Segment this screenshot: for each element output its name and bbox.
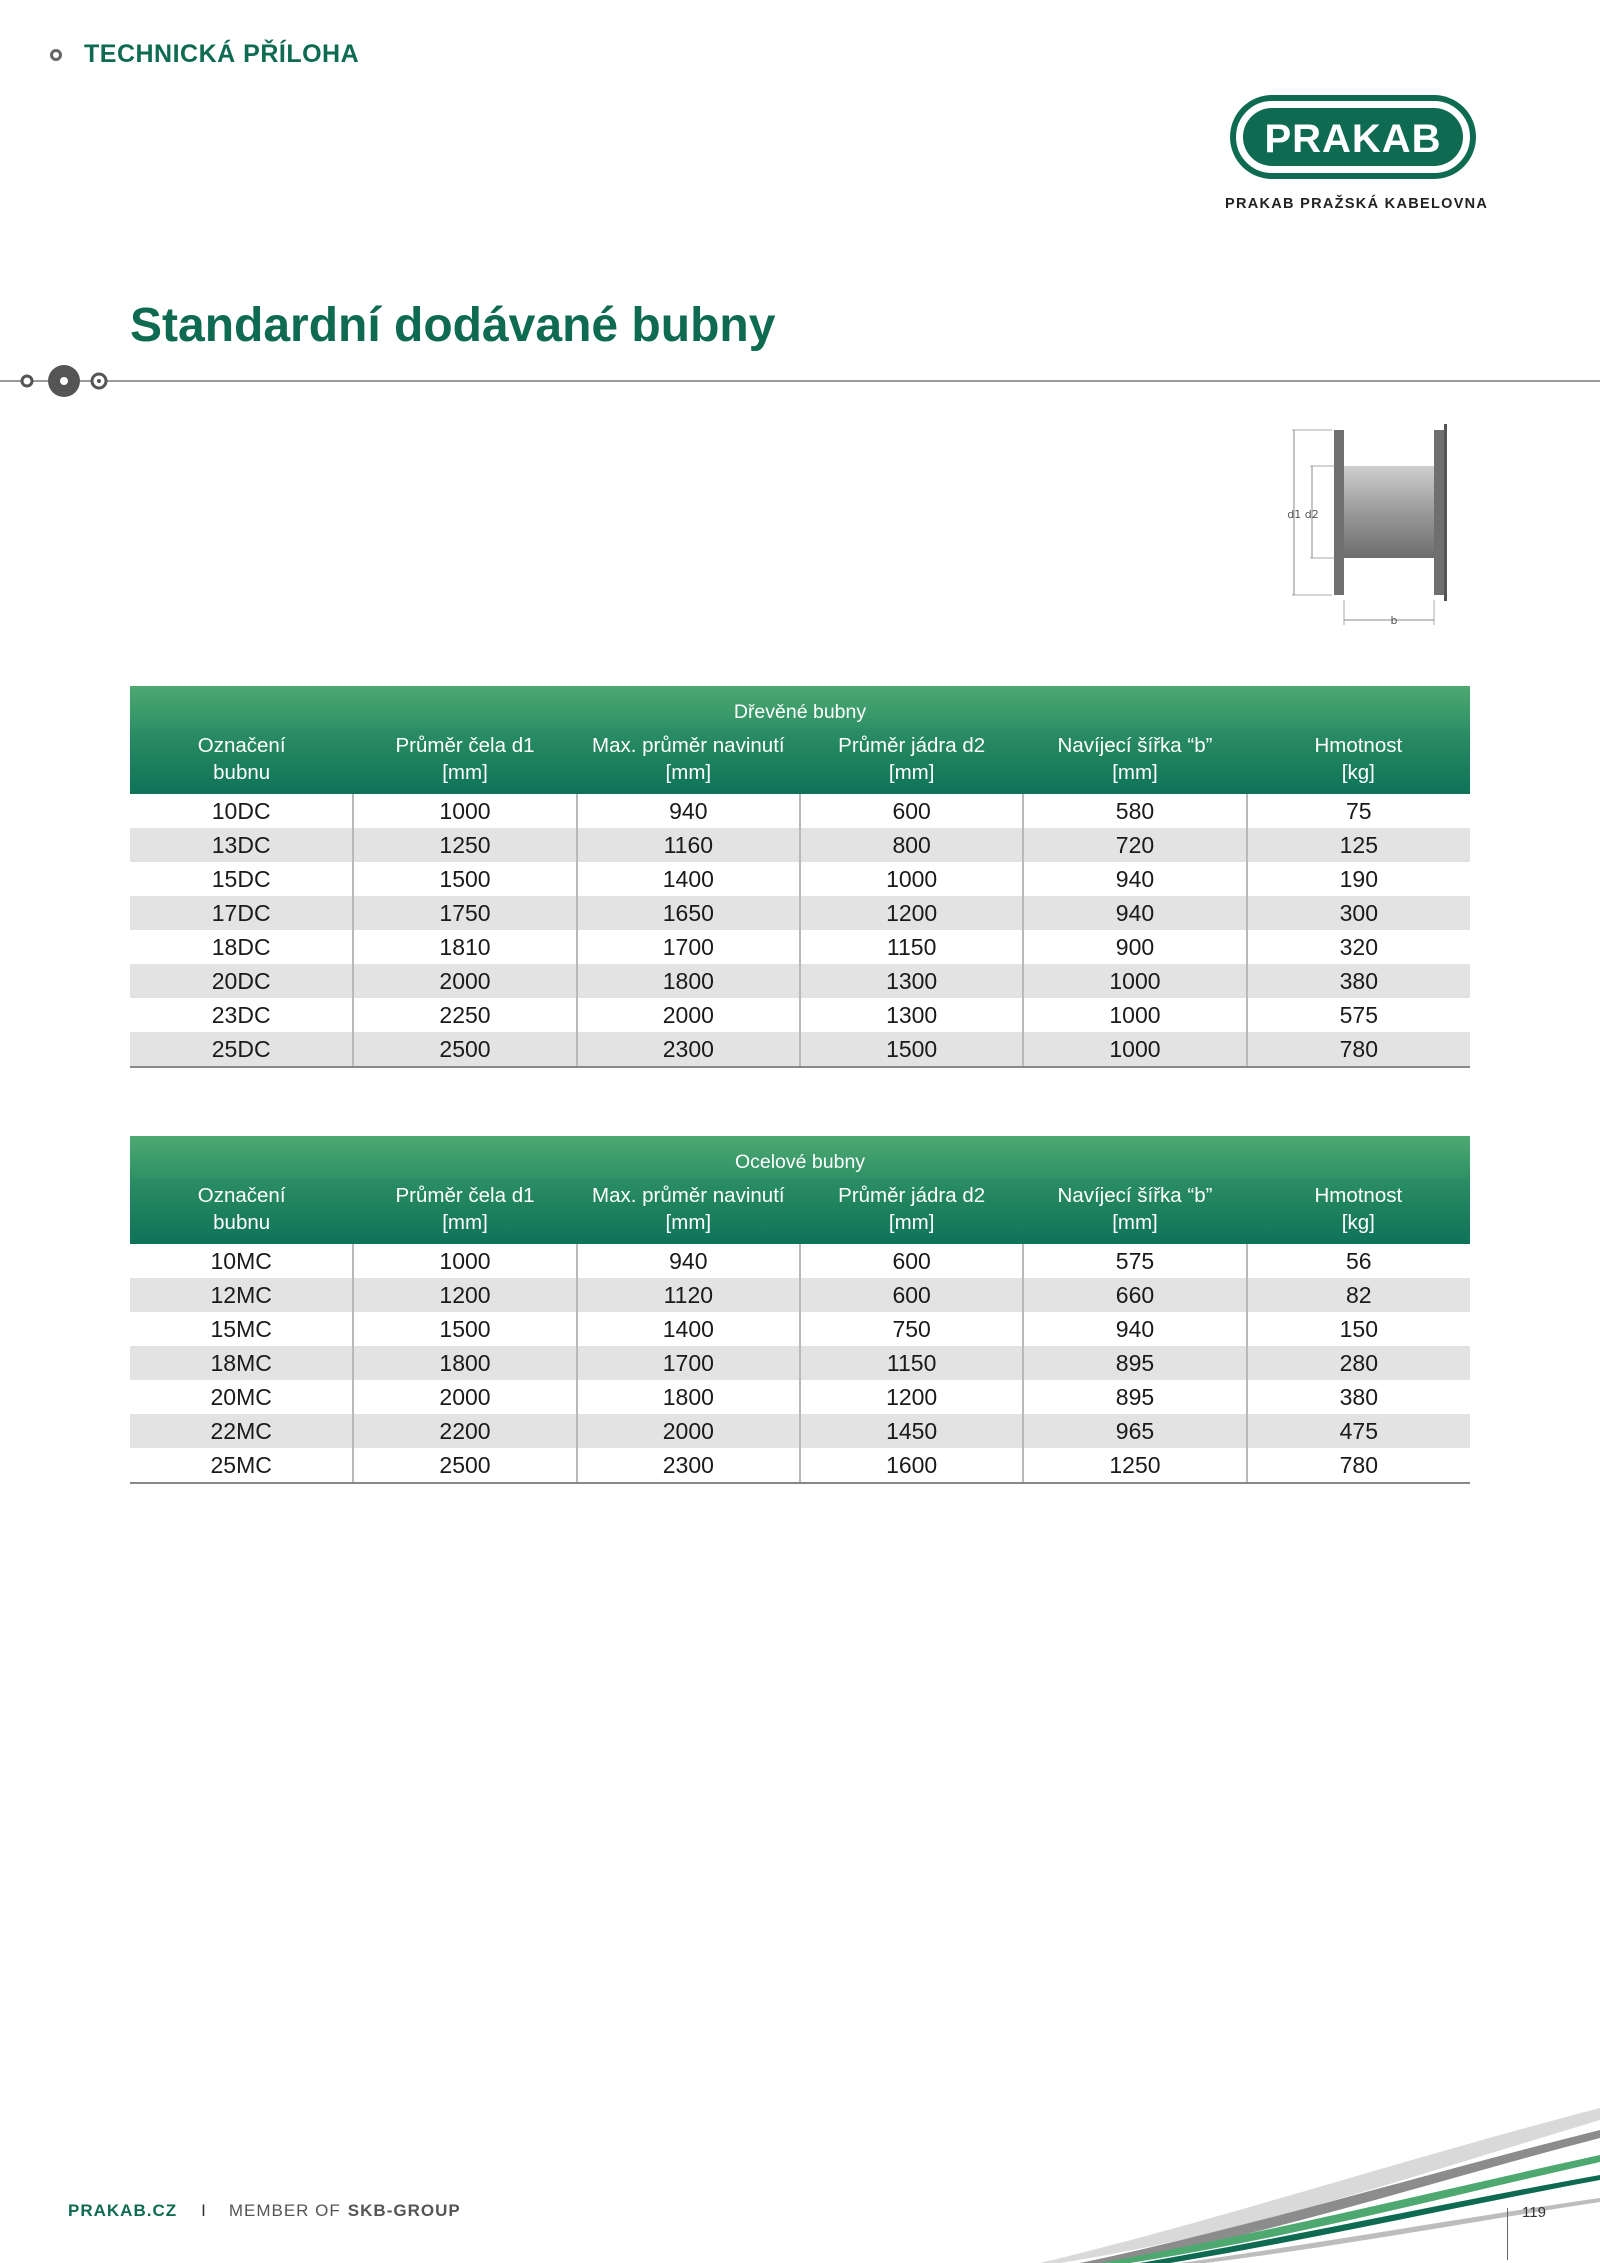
table-row <box>130 1032 1470 1067</box>
section-header <box>50 40 359 69</box>
bullet-icon <box>50 49 62 61</box>
member-of-label: MEMBER OF <box>228 2201 341 2220</box>
table-cell: 1300 <box>800 998 1023 1032</box>
column-header-unit: bubnu <box>213 1211 271 1234</box>
table-caption: Dřevěné bubny <box>130 686 1470 728</box>
table-cell: 2000 <box>353 964 576 998</box>
column-header <box>577 728 800 794</box>
table-cell: 1700 <box>577 930 800 964</box>
table-cell: 1810 <box>353 930 576 964</box>
table-cell: 380 <box>1247 1380 1470 1414</box>
table-cell: 1650 <box>577 896 800 930</box>
column-header-unit: [mm] <box>888 1211 935 1234</box>
column-header-unit: bubnu <box>213 761 271 784</box>
table-cell: 1000 <box>353 794 576 828</box>
table-cell: 1400 <box>577 862 800 896</box>
table-cell: 600 <box>800 794 1023 828</box>
table-cell: 895 <box>1023 1346 1246 1380</box>
table-cell: 1500 <box>353 1312 576 1346</box>
table-cell: 1150 <box>800 930 1023 964</box>
page-title: Standardní dodávané bubny <box>130 299 776 352</box>
logo-wordmark: PRAKAB <box>1263 117 1442 161</box>
table-cell: 280 <box>1247 1346 1470 1380</box>
column-header-title: Hmotnost <box>1314 1184 1403 1207</box>
table-row <box>130 1414 1470 1448</box>
table-cell: 750 <box>800 1312 1023 1346</box>
table-cell: 82 <box>1247 1278 1470 1312</box>
table-row <box>130 1244 1470 1278</box>
table-cell: 1000 <box>800 862 1023 896</box>
table-cell: 1000 <box>1023 1032 1246 1067</box>
table-cell: 1800 <box>577 964 800 998</box>
logo-subtitle: PRAKAB PRAŽSKÁ KABELOVNA <box>1225 196 1489 212</box>
column-header-unit: [kg] <box>1341 761 1375 784</box>
table-cell: 2300 <box>577 1448 800 1483</box>
table-cell: 895 <box>1023 1380 1246 1414</box>
footer <box>68 2201 461 2221</box>
column-header <box>130 1178 353 1244</box>
drum-designation-cell: 10DC <box>211 797 271 824</box>
table-cell: 2250 <box>353 998 576 1032</box>
column-header <box>130 728 353 794</box>
drum-diagram <box>1270 420 1460 630</box>
column-header-title: Průměr čela d1 <box>395 1184 535 1207</box>
drum-designation-cell: 25MC <box>130 1448 353 1483</box>
table-cell: 380 <box>1247 964 1470 998</box>
table-cell: 125 <box>1247 828 1470 862</box>
column-header <box>1247 728 1470 794</box>
table-header-row <box>130 1178 1470 1244</box>
table-row <box>130 1312 1470 1346</box>
column-header-unit: [mm] <box>665 761 712 784</box>
diagram-label-b: b <box>1390 614 1398 627</box>
table-cell: 320 <box>1247 930 1470 964</box>
table-cell: 580 <box>1023 794 1246 828</box>
table-cell: 2300 <box>577 1032 800 1067</box>
column-header-title: Označení <box>197 734 286 757</box>
decorative-cables <box>1040 2100 1600 2263</box>
column-header-unit: [mm] <box>888 761 935 784</box>
table-cell: 1200 <box>353 1278 576 1312</box>
table-cell: 965 <box>1023 1414 1246 1448</box>
table-cell: 150 <box>1247 1312 1470 1346</box>
column-header <box>353 1178 576 1244</box>
column-header <box>1247 1178 1470 1244</box>
drum-designation-cell: 17DC <box>130 896 353 930</box>
drum-designation-cell: 15MC <box>210 1315 272 1342</box>
drum-designation-cell: 13DC <box>130 828 353 862</box>
footer-separator: I <box>201 2201 207 2220</box>
table-row <box>130 930 1470 964</box>
column-header-title: Průměr čela d1 <box>395 734 535 757</box>
table-cell: 1500 <box>353 862 576 896</box>
column-header-unit: [kg] <box>1341 1211 1375 1234</box>
table-cell: 1150 <box>800 1346 1023 1380</box>
column-header-unit: [mm] <box>442 761 488 784</box>
table-cell: 940 <box>577 1244 800 1278</box>
wooden-drums-table <box>130 686 1470 1068</box>
website-link[interactable]: PRAKAB.CZ <box>68 2201 178 2220</box>
table-cell: 1200 <box>800 896 1023 930</box>
group-name: SKB-GROUP <box>347 2201 461 2220</box>
column-header-title: Max. průměr navinutí <box>592 1184 785 1207</box>
steel-drums-table <box>130 1136 1470 1484</box>
table-row <box>130 794 1470 828</box>
drum-designation-cell: 20DC <box>130 964 353 998</box>
column-header-title: Označení <box>197 1184 286 1207</box>
table-cell: 1300 <box>800 964 1023 998</box>
column-header <box>353 728 576 794</box>
table-cell: 190 <box>1247 862 1470 896</box>
table-cell: 1000 <box>353 1244 576 1278</box>
drum-designation-cell: 22MC <box>130 1414 353 1448</box>
column-header <box>800 728 1023 794</box>
table-cell: 780 <box>1247 1032 1470 1067</box>
table-row <box>130 998 1470 1032</box>
column-header <box>577 1178 800 1244</box>
drum-designation-cell: 18MC <box>130 1346 353 1380</box>
table-row <box>130 1380 1470 1414</box>
table-header-row <box>130 728 1470 794</box>
table-cell: 1160 <box>577 828 800 862</box>
table-row <box>130 1448 1470 1483</box>
table-cell: 900 <box>1023 930 1246 964</box>
table-cell: 575 <box>1247 998 1470 1032</box>
drum-designation-cell: 15DC <box>211 865 271 892</box>
table-row <box>130 1278 1470 1312</box>
table-cell: 2200 <box>353 1414 576 1448</box>
column-header-title: Hmotnost <box>1314 734 1403 757</box>
table-cell: 1400 <box>577 1312 800 1346</box>
table-cell: 1250 <box>353 828 576 862</box>
table-cell: 940 <box>577 794 800 828</box>
drum-designation-cell: 12MC <box>130 1278 353 1312</box>
table-cell: 2500 <box>353 1032 576 1067</box>
table-caption: Ocelové bubny <box>130 1136 1470 1178</box>
table-cell: 1250 <box>1023 1448 1246 1483</box>
table-cell: 1000 <box>1023 998 1246 1032</box>
column-header-unit: [mm] <box>1112 761 1158 784</box>
table-cell: 1700 <box>577 1346 800 1380</box>
column-header <box>1023 728 1246 794</box>
table-cell: 1500 <box>800 1032 1023 1067</box>
table-cell: 780 <box>1247 1448 1470 1483</box>
prakab-logo-icon <box>1230 95 1476 179</box>
company-logo <box>1225 95 1489 212</box>
table-cell: 940 <box>1023 862 1246 896</box>
title-divider <box>0 360 1600 402</box>
column-header-title: Průměr jádra d2 <box>838 1184 986 1207</box>
column-header-title: Průměr jádra d2 <box>838 734 986 757</box>
table-cell: 720 <box>1023 828 1246 862</box>
table-row <box>130 862 1470 896</box>
diagram-label-d: d1 d2 <box>1287 508 1319 521</box>
table-cell: 940 <box>1023 1312 1246 1346</box>
table-cell: 660 <box>1023 1278 1246 1312</box>
table-cell: 1600 <box>800 1448 1023 1483</box>
table-row <box>130 964 1470 998</box>
page-number-divider <box>1507 2208 1508 2260</box>
table-cell: 1120 <box>577 1278 800 1312</box>
column-header <box>800 1178 1023 1244</box>
drum-designation-cell: 23DC <box>211 1001 271 1028</box>
table-cell: 2000 <box>577 998 800 1032</box>
table-cell: 1800 <box>353 1346 576 1380</box>
table-row <box>130 1346 1470 1380</box>
table-cell: 300 <box>1247 896 1470 930</box>
drum-designation-cell: 18DC <box>211 933 271 960</box>
column-header-unit: [mm] <box>1112 1211 1158 1234</box>
table-cell: 2500 <box>353 1448 576 1483</box>
column-header-title: Max. průměr navinutí <box>592 734 785 757</box>
table-cell: 940 <box>1023 896 1246 930</box>
section-label: TECHNICKÁ PŘÍLOHA <box>84 40 360 68</box>
table-cell: 1750 <box>353 896 576 930</box>
column-header-unit: [mm] <box>442 1211 488 1234</box>
page-number: 119 <box>1522 2204 1546 2221</box>
drum-designation-cell: 25DC <box>130 1032 353 1067</box>
table-cell: 75 <box>1247 794 1470 828</box>
table-cell: 56 <box>1247 1244 1470 1278</box>
drum-designation-cell: 10MC <box>210 1247 272 1274</box>
table-cell: 2000 <box>577 1414 800 1448</box>
table-cell: 600 <box>800 1278 1023 1312</box>
table-cell: 475 <box>1247 1414 1470 1448</box>
column-header <box>1023 1178 1246 1244</box>
table-cell: 2000 <box>353 1380 576 1414</box>
column-header-title: Navíjecí šířka “b” <box>1057 1184 1213 1207</box>
table-cell: 575 <box>1023 1244 1246 1278</box>
table-cell: 1000 <box>1023 964 1246 998</box>
table-cell: 1200 <box>800 1380 1023 1414</box>
column-header-title: Navíjecí šířka “b” <box>1057 734 1213 757</box>
table-cell: 1450 <box>800 1414 1023 1448</box>
table-row <box>130 896 1470 930</box>
table-cell: 600 <box>800 1244 1023 1278</box>
table-cell: 800 <box>800 828 1023 862</box>
drum-designation-cell: 20MC <box>210 1383 272 1410</box>
column-header-unit: [mm] <box>665 1211 712 1234</box>
table-cell: 1800 <box>577 1380 800 1414</box>
table-row <box>130 828 1470 862</box>
